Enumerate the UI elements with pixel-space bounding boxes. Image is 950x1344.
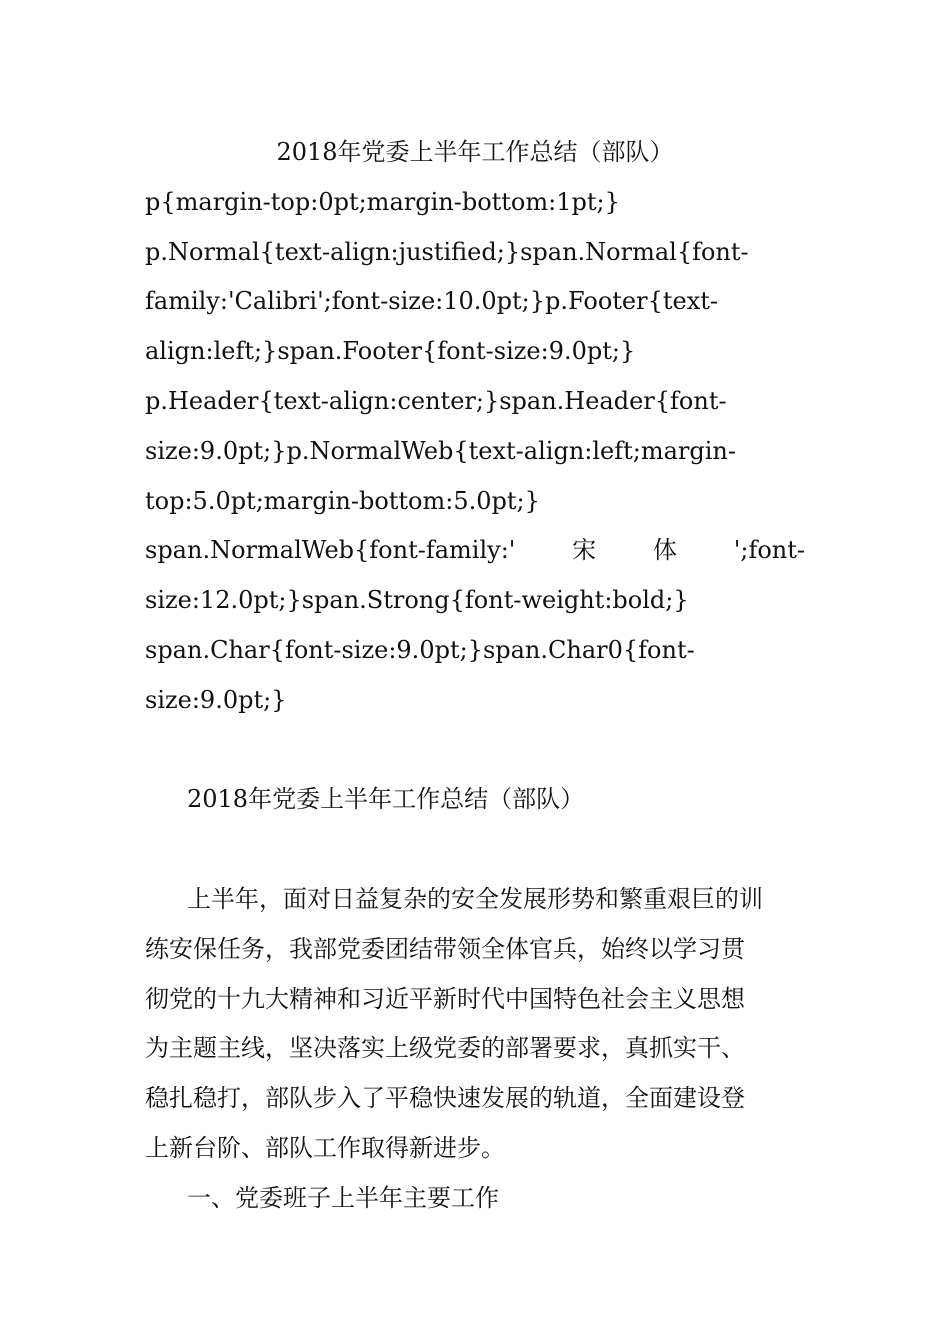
section-title: 2018年党委上半年工作总结（部队） (187, 785, 585, 814)
style-text-line: size:12.0pt;}span.Strong{font-weight:bold;} (145, 586, 689, 615)
style-text-line: span.Char{font-size:9.0pt;}span.Char0{font- (145, 635, 695, 664)
paragraph-line: 上新台阶、部队工作取得新进步。 (145, 1133, 505, 1162)
justified-segment: 宋 (572, 536, 597, 565)
paragraph-line: 练安保任务，我部党委团结带领全体官兵，始终以学习贯 (145, 934, 745, 963)
style-text-line: family:'Calibri';font-size:10.0pt;}p.Footer{text- (145, 287, 718, 316)
document-title: 2018年党委上半年工作总结（部队） (276, 138, 674, 166)
paragraph-line: 为主题主线，坚决落实上级党委的部署要求，真抓实干、 (145, 1034, 745, 1063)
style-text-line: top:5.0pt;margin-bottom:5.0pt;} (145, 486, 540, 515)
paragraph-line: 上半年，面对日益复杂的安全发展形势和繁重艰巨的训 (187, 884, 763, 913)
document-body (145, 128, 805, 1224)
justified-segment: span.NormalWeb{font-family:' (145, 536, 516, 565)
style-text-line: p{margin-top:0pt;margin-bottom:1pt;} (145, 187, 620, 216)
section-heading: 一、党委班子上半年主要工作 (187, 1183, 499, 1212)
justified-segment: 体 (652, 536, 677, 565)
style-text-line: size:9.0pt;} (145, 685, 287, 714)
style-text-line: align:left;}span.Footer{font-size:9.0pt;} (145, 337, 636, 366)
style-text-line: p.Header{text-align:center;}span.Header{font- (145, 386, 727, 415)
style-text-line-justified (145, 526, 805, 576)
justified-segment: ';font- (733, 536, 805, 565)
style-text-line: p.Normal{text-align:justified;}span.Normal{font- (145, 237, 749, 266)
paragraph-line: 稳扎稳打，部队步入了平稳快速发展的轨道，全面建设登 (145, 1084, 745, 1113)
style-text-line: size:9.0pt;}p.NormalWeb{text-align:left;margin- (145, 436, 736, 465)
paragraph-line: 彻党的十九大精神和习近平新时代中国特色社会主义思想 (145, 984, 745, 1013)
blank-line (145, 726, 805, 776)
blank-line (145, 825, 805, 875)
